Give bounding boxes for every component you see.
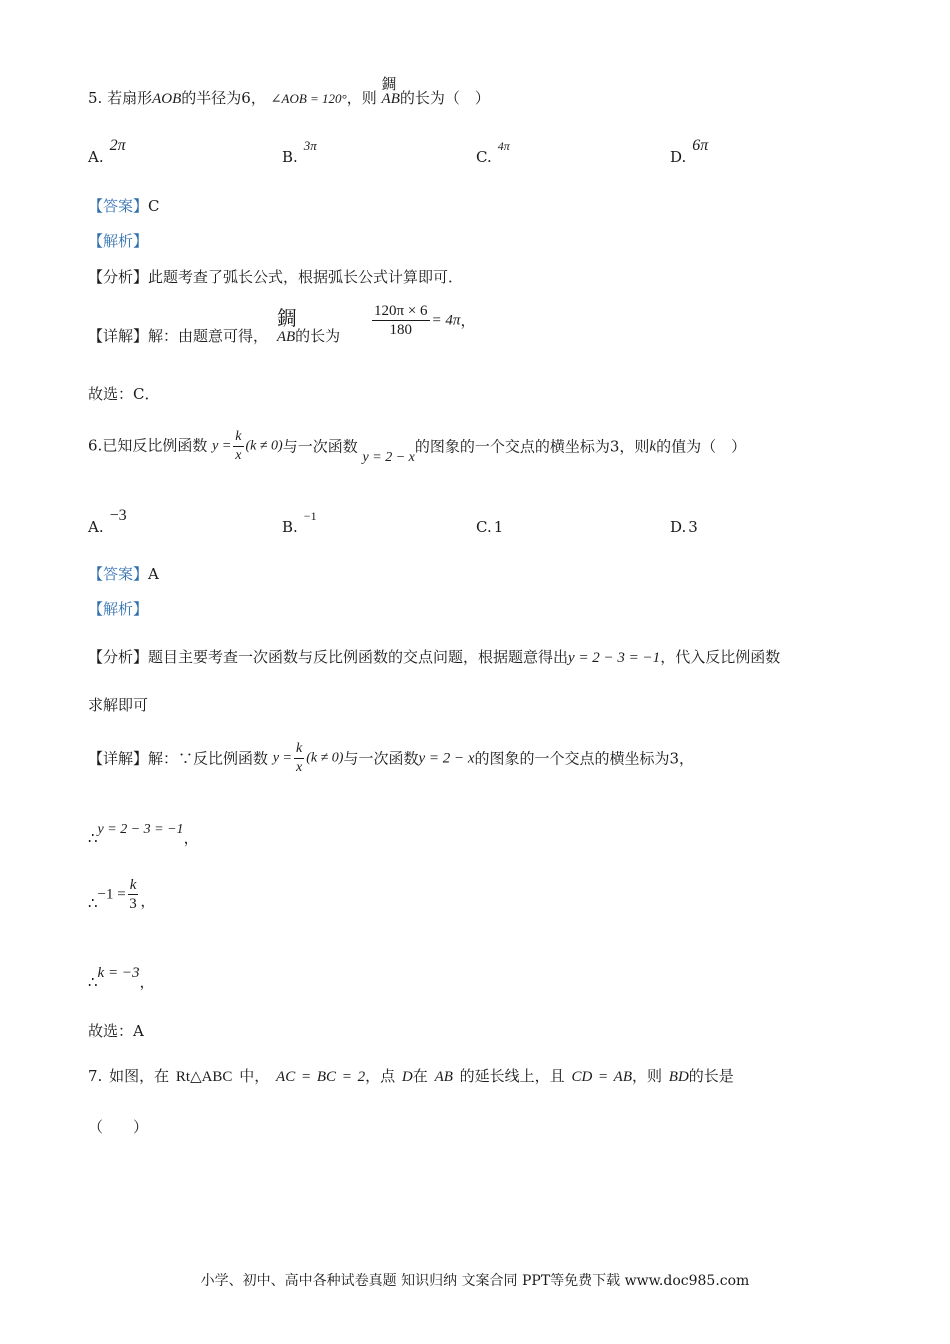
q5-formula: $\frac{120\pi \times 6}{180}$ = 4π， xyxy=(374,303,476,338)
q5-answer: 【答案】C xyxy=(88,197,160,215)
q6-step1: ∴y = 2 − 3 = −1， xyxy=(88,822,199,847)
q5-option-c: C.$^{4\pi}$ xyxy=(476,139,510,166)
q6-step2: ∴−1 = $\frac{k}{3}$ ， xyxy=(88,877,156,912)
q6-option-a: A.−3 xyxy=(88,507,127,536)
q5-detail: 【详解】解：由题意可得， 錭 AB的长为 xyxy=(88,306,341,345)
q7-stem: 7. 如图，在 Rt△ABC 中， AC = BC = 2，点 D在 AB 的延长线上，且 CD = AB，则 BD的长是 xyxy=(88,1067,734,1085)
q5-analysis-tag: 【解析】 xyxy=(88,232,149,250)
q5-choose: 故选：C． xyxy=(88,385,160,403)
q6-fenxi-cont: 求解即可 xyxy=(88,696,149,714)
q5-option-b: B.3π xyxy=(282,138,317,166)
q6-analysis-tag: 【解析】 xyxy=(88,600,149,618)
q6-fenxi: 【分析】题目主要考查一次函数与反比例函数的交点问题，根据题意得出y = 2 − 3 = −1，代入反比例函数 xyxy=(88,648,781,666)
q5-option-a: A.2π xyxy=(88,137,126,166)
q5-option-d: D.6π xyxy=(670,137,709,166)
q5-fenxi: 【分析】此题考查了弧长公式，根据弧长公式计算即可． xyxy=(88,268,464,286)
q6-option-b: B.$^{-1}$ xyxy=(282,509,317,536)
q6-stem: 6.已知反比例函数 y = $\frac{k}{x}$ (k ≠ 0)与一次函数 y = 2 − x的图象的一个交点的横坐标为3，则k的值为（ ） xyxy=(88,429,747,465)
q6-answer: 【答案】A xyxy=(88,565,159,583)
q5-fraction: $\frac{120\pi \times 6}{180}$ xyxy=(374,303,428,338)
q6-choose: 故选：A xyxy=(88,1022,144,1040)
arc-ab: 錭 AB xyxy=(381,75,400,107)
q6-step3: ∴k = −3， xyxy=(88,965,155,991)
k-over-x: $\frac{k}{x}$ xyxy=(235,429,242,463)
q6-detail: 【详解】解：∵反比例函数 y = $\frac{k}{x}$ (k ≠ 0)与一次函数y = 2 − x的图象的一个交点的横坐标为3， xyxy=(88,741,695,775)
q5-stem: 5. 若扇形AOB的半径为6， ∠AOB = 120°，则 錭 AB的长为（ ） xyxy=(88,75,490,107)
q6-option-c: C. 1 xyxy=(476,518,504,536)
q6-option-d: D. 3 xyxy=(670,518,698,536)
page-footer: 小学、初中、高中各种试卷真题 知识归纳 文案合同 PPT等免费下载 www.doc985.com xyxy=(200,1273,750,1289)
arc-ab-detail: 錭 AB xyxy=(276,306,297,345)
q7-paren: （ ） xyxy=(88,1118,149,1136)
